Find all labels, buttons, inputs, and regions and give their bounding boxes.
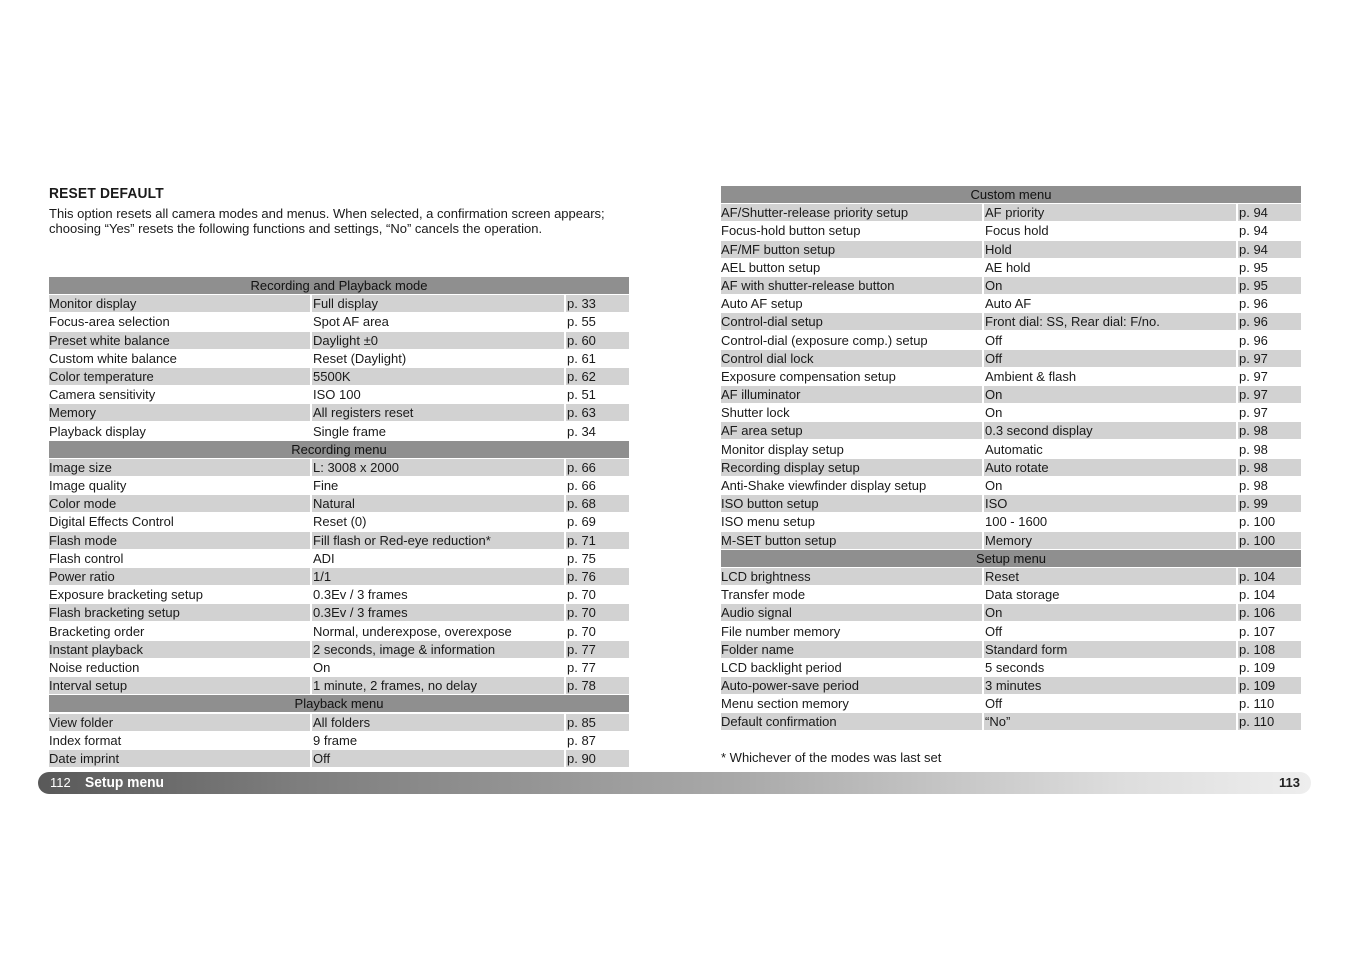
page-reference: p. 60 — [566, 332, 629, 349]
page-reference: p. 77 — [566, 641, 629, 658]
setting-name: Power ratio — [49, 568, 310, 585]
settings-table-right — [721, 186, 1301, 732]
setting-name: Focus-hold button setup — [721, 223, 861, 239]
setting-name: Preset white balance — [49, 332, 310, 349]
table-row — [721, 623, 1301, 640]
page-reference: p. 70 — [566, 604, 629, 621]
table-row — [721, 641, 1301, 658]
intro-paragraph: This option resets all camera modes and menus. When selected, a confirmation screen appears; choosing “Yes” resets the following functions and settings, “No” cancels the operation. — [49, 206, 605, 236]
setting-default: Data storage — [985, 587, 1060, 603]
setting-name: Flash mode — [49, 532, 310, 549]
setting-default: Fine — [313, 478, 339, 494]
page-reference: p. 95 — [1239, 259, 1268, 275]
setting-name: Image size — [49, 459, 310, 476]
table-row — [49, 586, 629, 603]
page-reference: p. 98 — [1238, 459, 1301, 476]
setting-default: 0.3Ev / 3 frames — [313, 587, 408, 603]
page-reference: p. 75 — [567, 550, 596, 566]
page-reference: p. 104 — [1239, 587, 1276, 603]
setting-name: Custom white balance — [49, 350, 177, 366]
page-reference: p. 98 — [1239, 478, 1268, 493]
setting-name: Index format — [49, 732, 122, 748]
setting-default: On — [313, 659, 331, 675]
setting-default: Normal, underexpose, overexpose — [313, 623, 512, 639]
setting-name: Recording display setup — [721, 459, 982, 476]
table-row — [721, 459, 1301, 476]
setting-default: ISO — [984, 495, 1236, 512]
table-row — [721, 332, 1301, 349]
page-reference: p. 109 — [1238, 677, 1301, 694]
setting-default: On — [984, 277, 1236, 294]
setting-name: Date imprint — [49, 750, 310, 767]
table-row — [721, 313, 1301, 330]
section-header: Recording and Playback mode — [49, 277, 629, 294]
page-reference: p. 97 — [1238, 386, 1301, 403]
page-reference: p. 66 — [567, 478, 596, 494]
table-row — [721, 204, 1301, 221]
setting-name: Auto-power-save period — [721, 677, 982, 694]
page-reference: p. 97 — [1239, 368, 1268, 384]
setting-default: Natural — [312, 495, 564, 512]
setting-default: Automatic — [985, 441, 1043, 457]
table-row — [721, 277, 1301, 294]
setting-default: Memory — [984, 532, 1236, 549]
page-reference: p. 62 — [566, 368, 629, 385]
page-number-left: 112 — [50, 775, 71, 790]
table-row — [721, 586, 1301, 603]
setting-name: AF illuminator — [721, 386, 982, 403]
table-row — [721, 404, 1301, 421]
setting-default: 9 frame — [313, 732, 358, 748]
setting-name: Exposure compensation setup — [721, 368, 896, 384]
setting-name: Noise reduction — [49, 659, 140, 675]
setting-default: 0.3Ev / 3 frames — [312, 604, 564, 621]
footer-section-name: Setup menu — [85, 774, 164, 791]
table-row — [721, 368, 1301, 385]
table-row — [49, 404, 629, 421]
page-reference: p. 76 — [566, 568, 629, 585]
table-row — [49, 623, 629, 640]
page-reference: p. 77 — [567, 659, 596, 675]
table-row — [49, 368, 629, 385]
setting-default: 0.3 second display — [984, 422, 1236, 439]
setting-default: AF priority — [984, 204, 1236, 221]
table-row — [721, 222, 1301, 239]
page-reference: p. 34 — [567, 423, 596, 439]
setting-name: Color temperature — [49, 368, 310, 385]
setting-name: Exposure bracketing setup — [49, 587, 203, 603]
page-reference: p. 68 — [566, 495, 629, 512]
table-row — [49, 477, 629, 494]
table-row — [721, 659, 1301, 676]
setting-default: 1/1 — [312, 568, 564, 585]
setting-name: AF/MF button setup — [721, 241, 982, 258]
table-row — [49, 750, 629, 767]
setting-default: On — [984, 604, 1236, 621]
table-row — [49, 495, 629, 512]
setting-name: Shutter lock — [721, 405, 790, 421]
setting-default: Auto rotate — [984, 459, 1236, 476]
setting-name: Transfer mode — [721, 587, 806, 603]
setting-name: Camera sensitivity — [49, 387, 156, 403]
setting-name: LCD backlight period — [721, 659, 842, 675]
setting-default: Daylight ±0 — [312, 332, 564, 349]
page-reference: p. 96 — [1239, 332, 1268, 348]
setting-default: On — [985, 405, 1003, 421]
setting-default: 5 seconds — [985, 659, 1045, 675]
page-reference: p. 107 — [1239, 623, 1276, 639]
section-header: Playback menu — [49, 695, 629, 712]
setting-name: Playback display — [49, 423, 146, 439]
page-reference: p. 104 — [1238, 568, 1301, 585]
setting-name: Memory — [49, 404, 310, 421]
table-row — [721, 422, 1301, 439]
page-reference: p. 106 — [1238, 604, 1301, 621]
setting-name: Color mode — [49, 495, 310, 512]
table-row — [721, 695, 1301, 712]
page-reference: p. 96 — [1238, 313, 1301, 330]
setting-default: Full display — [312, 295, 564, 312]
page-reference: p. 98 — [1239, 441, 1268, 457]
page-number-right: 113 — [1279, 775, 1300, 790]
table-row — [49, 513, 629, 530]
page-reference: p. 85 — [566, 714, 629, 731]
table-row — [721, 259, 1301, 276]
page-reference: p. 51 — [567, 387, 596, 403]
setting-name: AEL button setup — [721, 259, 821, 275]
page-reference: p. 69 — [567, 514, 596, 530]
setting-name: Instant playback — [49, 641, 310, 658]
setting-default: Ambient & flash — [985, 368, 1077, 384]
page-reference: p. 55 — [567, 314, 596, 330]
setting-default: Auto AF — [985, 296, 1032, 312]
setting-name: Interval setup — [49, 677, 310, 694]
page-reference: p. 100 — [1238, 532, 1301, 549]
setting-name: LCD brightness — [721, 568, 982, 585]
page-reference: p. 99 — [1238, 495, 1301, 512]
page-reference: p. 96 — [1239, 296, 1268, 312]
page-reference: p. 97 — [1238, 350, 1301, 367]
footer-bar — [38, 772, 1311, 794]
setting-default: Off — [985, 696, 1003, 712]
setting-default: 5500K — [312, 368, 564, 385]
setting-default: On — [985, 478, 1003, 493]
footnote: * Whichever of the modes was last set — [721, 750, 942, 765]
table-row — [49, 386, 629, 403]
table-row — [721, 495, 1301, 512]
setting-name: AF with shutter-release button — [721, 277, 982, 294]
setting-default: Fill flash or Red-eye reduction* — [312, 532, 564, 549]
page-reference: p. 61 — [567, 350, 596, 366]
setting-name: Anti-Shake viewfinder display setup — [721, 478, 927, 493]
table-row — [721, 513, 1301, 530]
setting-default: Off — [985, 332, 1003, 348]
table-row — [721, 386, 1301, 403]
setting-default: Front dial: SS, Rear dial: F/no. — [984, 313, 1236, 330]
setting-name: Control-dial (exposure comp.) setup — [721, 332, 928, 348]
setting-name: Control dial lock — [721, 350, 982, 367]
table-row — [721, 568, 1301, 585]
setting-default: Reset (Daylight) — [313, 350, 407, 366]
page-reference: p. 110 — [1239, 696, 1275, 712]
table-row — [721, 241, 1301, 258]
setting-name: Audio signal — [721, 604, 982, 621]
page-title: RESET DEFAULT — [49, 185, 164, 202]
table-row — [49, 641, 629, 658]
page-reference: p. 98 — [1238, 422, 1301, 439]
page-reference: p. 90 — [566, 750, 629, 767]
page-reference: p. 108 — [1238, 641, 1301, 658]
setting-name: Control-dial setup — [721, 313, 982, 330]
setting-default: Reset (0) — [313, 514, 367, 530]
table-row — [49, 332, 629, 349]
page-reference: p. 97 — [1239, 405, 1268, 421]
setting-name: ISO menu setup — [721, 514, 815, 530]
setting-name: AF/Shutter-release priority setup — [721, 204, 982, 221]
setting-default: AE hold — [985, 259, 1031, 275]
table-row — [49, 568, 629, 585]
table-row — [49, 459, 629, 476]
table-row — [721, 677, 1301, 694]
setting-default: L: 3008 x 2000 — [312, 459, 564, 476]
setting-default: Off — [984, 350, 1236, 367]
setting-name: Folder name — [721, 641, 982, 658]
setting-default: “No” — [984, 713, 1236, 730]
setting-default: Focus hold — [985, 223, 1049, 239]
setting-name: Menu section memory — [721, 696, 849, 712]
setting-name: Flash control — [49, 550, 124, 566]
page-reference: p. 94 — [1238, 241, 1301, 258]
setting-name: Default confirmation — [721, 713, 982, 730]
setting-default: Off — [312, 750, 564, 767]
table-row — [49, 732, 629, 749]
table-row — [49, 532, 629, 549]
page-reference: p. 87 — [567, 732, 596, 748]
section-header: Recording menu — [49, 441, 629, 458]
setting-default: Reset — [984, 568, 1236, 585]
setting-name: File number memory — [721, 623, 841, 639]
page-reference: p. 78 — [566, 677, 629, 694]
setting-name: View folder — [49, 714, 310, 731]
table-row — [721, 295, 1301, 312]
table-row — [49, 604, 629, 621]
page-reference: p. 71 — [566, 532, 629, 549]
setting-name: Bracketing order — [49, 623, 145, 639]
table-row — [721, 713, 1301, 730]
setting-default: 100 - 1600 — [985, 514, 1048, 530]
page-reference: p. 100 — [1239, 514, 1276, 530]
page-reference: p. 70 — [567, 587, 596, 603]
settings-table-left — [49, 277, 629, 768]
setting-default: 2 seconds, image & information — [312, 641, 564, 658]
setting-default: Off — [985, 623, 1003, 639]
table-row — [49, 550, 629, 567]
section-header: Custom menu — [721, 186, 1301, 203]
setting-name: Digital Effects Control — [49, 514, 174, 530]
page-reference: p. 63 — [566, 404, 629, 421]
table-row — [49, 659, 629, 676]
section-header: Setup menu — [721, 550, 1301, 567]
page-reference: p. 66 — [566, 459, 629, 476]
setting-name: Monitor display — [49, 295, 310, 312]
setting-default: Spot AF area — [313, 314, 389, 330]
setting-name: Focus-area selection — [49, 314, 170, 330]
setting-default: Standard form — [984, 641, 1236, 658]
setting-default: All registers reset — [312, 404, 564, 421]
table-row — [49, 423, 629, 440]
setting-name: Image quality — [49, 478, 127, 494]
page-reference: p. 94 — [1239, 223, 1268, 239]
page-reference: p. 70 — [567, 623, 596, 639]
table-row — [49, 714, 629, 731]
table-row — [721, 441, 1301, 458]
setting-name: Auto AF setup — [721, 296, 803, 312]
setting-default: On — [984, 386, 1236, 403]
setting-name: Monitor display setup — [721, 441, 844, 457]
page-reference: p. 33 — [566, 295, 629, 312]
table-row — [49, 313, 629, 330]
setting-name: M-SET button setup — [721, 532, 982, 549]
setting-default: All folders — [312, 714, 564, 731]
page-reference: p. 95 — [1238, 277, 1301, 294]
setting-name: AF area setup — [721, 422, 982, 439]
setting-default: 3 minutes — [984, 677, 1236, 694]
setting-default: 1 minute, 2 frames, no delay — [312, 677, 564, 694]
table-row — [49, 295, 629, 312]
setting-default: ISO 100 — [313, 387, 361, 403]
setting-default: ADI — [313, 550, 335, 566]
table-row — [721, 604, 1301, 621]
setting-default: Hold — [984, 241, 1236, 258]
setting-name: ISO button setup — [721, 495, 982, 512]
page-reference: p. 109 — [1239, 659, 1276, 675]
table-row — [721, 477, 1301, 494]
table-row — [49, 350, 629, 367]
setting-name: Flash bracketing setup — [49, 604, 310, 621]
page-reference: p. 94 — [1238, 204, 1301, 221]
setting-default: Single frame — [313, 423, 386, 439]
page-reference: p. 110 — [1238, 713, 1301, 730]
table-row — [721, 350, 1301, 367]
table-row — [721, 532, 1301, 549]
table-row — [49, 677, 629, 694]
